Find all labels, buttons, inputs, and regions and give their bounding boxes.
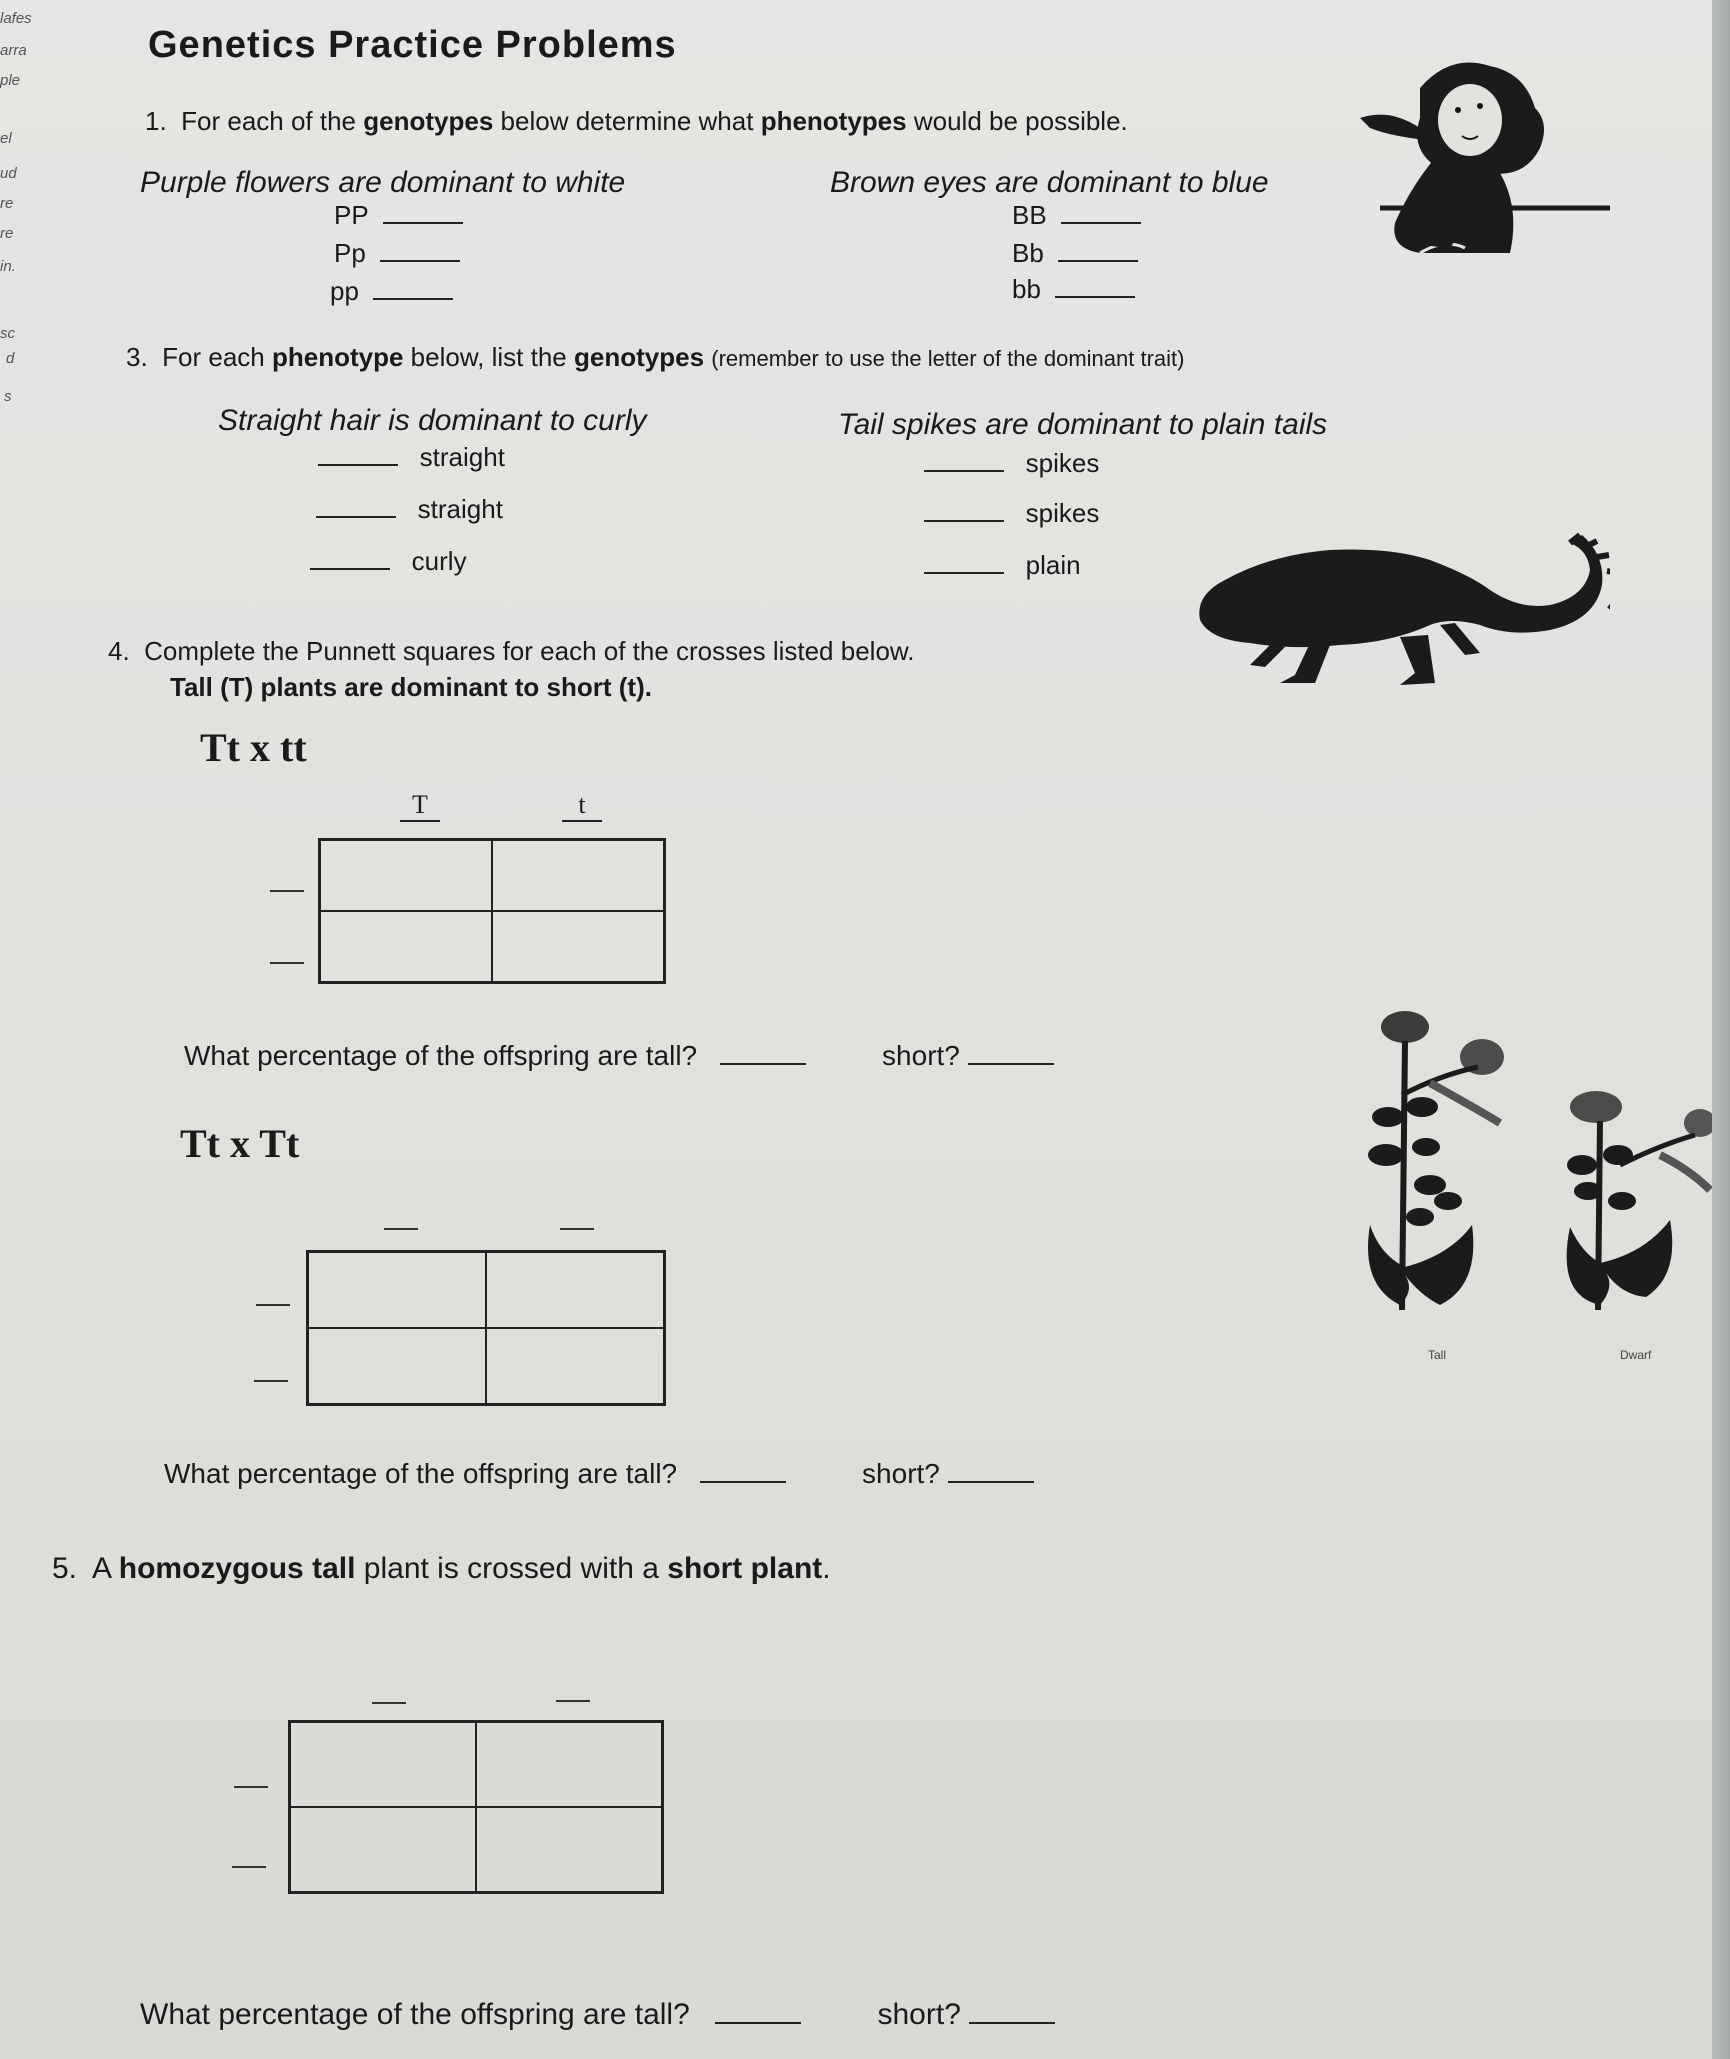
q3-phenotype-row: straight — [316, 494, 503, 525]
punnett-cell[interactable] — [308, 1328, 486, 1404]
q3-phenotype-row: spikes — [924, 448, 1099, 479]
punnett-cell[interactable] — [476, 1722, 662, 1807]
q3-phenotype-row: plain — [924, 550, 1081, 581]
punnett-3-top-blank[interactable] — [556, 1700, 590, 1702]
answer-blank[interactable] — [700, 1477, 786, 1483]
answer-blank[interactable] — [715, 2018, 801, 2024]
answer-blank[interactable] — [924, 516, 1004, 522]
q3-left-heading: Straight hair is dominant to curly — [218, 404, 647, 437]
question-4: 4. Complete the Punnett squares for each of the crosses listed below. — [108, 636, 915, 666]
punnett-cell[interactable] — [320, 911, 492, 982]
lizard-illustration — [1190, 525, 1610, 695]
cross-1-label: Tt x tt — [200, 725, 307, 770]
answer-blank[interactable] — [318, 460, 398, 466]
page-edge-shadow — [1712, 0, 1730, 2059]
answer-blank[interactable] — [948, 1477, 1034, 1483]
q1-genotype-row: PP — [334, 200, 463, 231]
punnett-cell[interactable] — [308, 1252, 486, 1328]
punnett-cell[interactable] — [492, 911, 664, 982]
answer-blank[interactable] — [1061, 218, 1141, 224]
q3-right-heading: Tail spikes are dominant to plain tails — [838, 408, 1328, 441]
answer-blank[interactable] — [1055, 292, 1135, 298]
punnett-3-side-blank[interactable] — [232, 1866, 266, 1868]
answer-blank[interactable] — [924, 466, 1004, 472]
punnett-cell[interactable] — [492, 840, 664, 911]
plants-illustration — [1360, 1005, 1720, 1375]
punnett-square-3 — [288, 1720, 664, 1894]
margin-fragment: el — [0, 130, 12, 147]
answer-blank[interactable] — [383, 218, 463, 224]
answer-blank[interactable] — [968, 1059, 1054, 1065]
punnett-cell[interactable] — [486, 1328, 664, 1404]
question-5: 5. A homozygous tall plant is crossed with a short plant. — [52, 1552, 831, 1585]
q5-question: What percentage of the offspring are tall? short? — [140, 1998, 1055, 2032]
question-3: 3. For each phenotype below, list the genotypes (remember to use the letter of the dominant trait) — [126, 342, 1185, 372]
margin-fragment: re — [0, 195, 14, 212]
punnett-1-top-label[interactable]: T — [400, 790, 440, 822]
punnett-2-top-blank[interactable] — [560, 1228, 594, 1230]
answer-blank[interactable] — [380, 256, 460, 262]
cross-2-question: What percentage of the offspring are tall? short? — [164, 1458, 1034, 1490]
punnett-2-side-blank[interactable] — [254, 1380, 288, 1382]
girl-illustration — [1350, 48, 1620, 268]
answer-blank[interactable] — [373, 294, 453, 300]
punnett-cell[interactable] — [290, 1807, 476, 1892]
punnett-3-side-blank[interactable] — [234, 1786, 268, 1788]
punnett-square-1 — [318, 838, 666, 984]
punnett-square-2 — [306, 1250, 666, 1406]
q1-genotype-row: BB — [1012, 200, 1141, 231]
page-title: Genetics Practice Problems — [148, 24, 677, 66]
punnett-2-top-blank[interactable] — [384, 1228, 418, 1230]
punnett-cell[interactable] — [290, 1722, 476, 1807]
margin-fragment: arra — [0, 42, 27, 59]
margin-fragment: ple — [0, 72, 21, 89]
answer-blank[interactable] — [969, 2018, 1055, 2024]
q3-phenotype-row: spikes — [924, 498, 1099, 529]
punnett-1-side-blank[interactable] — [270, 962, 304, 964]
answer-blank[interactable] — [924, 568, 1004, 574]
q3-phenotype-row: curly — [310, 546, 467, 577]
punnett-cell[interactable] — [476, 1807, 662, 1892]
punnett-1-side-blank[interactable] — [270, 890, 304, 892]
q1-genotype-row: bb — [1012, 274, 1135, 305]
answer-blank[interactable] — [1058, 256, 1138, 262]
margin-fragment: ud — [0, 165, 17, 182]
q1-right-heading: Brown eyes are dominant to blue — [830, 166, 1269, 199]
cross-2-label: Tt x Tt — [180, 1121, 300, 1166]
punnett-2-side-blank[interactable] — [256, 1304, 290, 1306]
answer-blank[interactable] — [720, 1059, 806, 1065]
punnett-cell[interactable] — [320, 840, 492, 911]
answer-blank[interactable] — [316, 512, 396, 518]
margin-fragment: in. — [0, 258, 16, 275]
q4-subtext: Tall (T) plants are dominant to short (t). — [170, 672, 652, 702]
q1-genotype-row: Pp — [334, 238, 460, 269]
punnett-cell[interactable] — [486, 1252, 664, 1328]
q3-phenotype-row: straight — [318, 442, 505, 473]
margin-fragment: sc — [0, 325, 15, 342]
margin-fragment: s — [4, 388, 12, 405]
punnett-1-top-label[interactable]: t — [562, 790, 602, 822]
q1-genotype-row: Bb — [1012, 238, 1138, 269]
q1-genotype-row: pp — [330, 276, 453, 307]
answer-blank[interactable] — [310, 564, 390, 570]
question-1: 1. For each of the genotypes below determine what phenotypes would be possible. — [145, 106, 1128, 136]
tall-plant-label: Tall — [1428, 1348, 1447, 1362]
dwarf-plant-label: Dwarf — [1620, 1348, 1652, 1362]
cross-1-question: What percentage of the offspring are tall? short? — [184, 1040, 1054, 1072]
margin-fragment: re — [0, 225, 14, 242]
margin-fragment: lafes — [0, 10, 32, 27]
punnett-3-top-blank[interactable] — [372, 1702, 406, 1704]
margin-fragment: d — [6, 350, 15, 367]
q1-left-heading: Purple flowers are dominant to white — [140, 166, 626, 199]
